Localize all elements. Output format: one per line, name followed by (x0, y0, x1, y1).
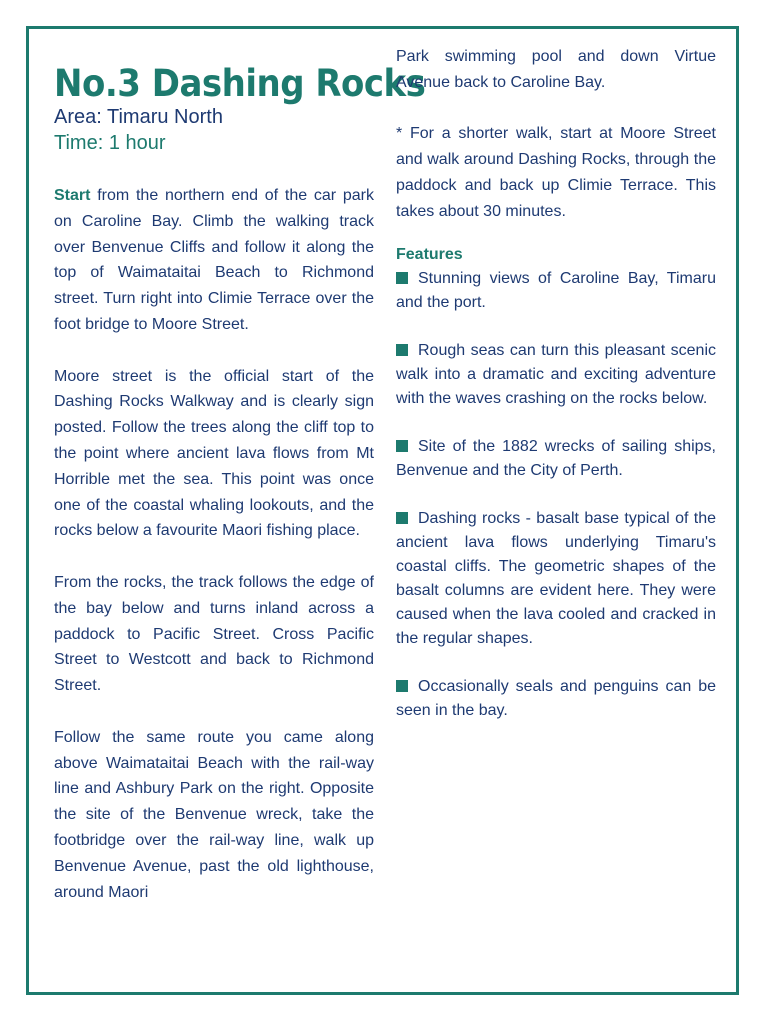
features-heading: Features (396, 245, 463, 263)
square-bullet-icon (396, 272, 408, 284)
left-column (54, 183, 374, 905)
area-label: Area: Timaru North (54, 106, 223, 128)
paragraph-moore-street: Moore street is the official start of the Dashing Rocks Walkway and is clearly sign posted. Follow the trees along the cliff top to the point where ancient lava flows from Mt Horrible met the sea. This point was once one of the coastal whaling lookouts, and the rocks below a favourite Maori fishing place. (54, 367, 374, 540)
start-text: from the northern end of the car park on Caroline Bay. Climb the walking track over Benvenue Cliffs and follow it along the top of Waimataitai Beach to Richmond street. Turn right into Climie Terrace over the foot bridge to Moore Street. (54, 187, 374, 333)
feature-text: Rough seas can turn this pleasant scenic walk into a dramatic and exciting adventure with the waves crashing on the rocks below. (396, 341, 716, 407)
feature-text: Dashing rocks - basalt base typical of the ancient lava flows underlying Timaru's coastal cliffs. The geometric shapes of the basalt columns are evident here. They were caused when the lava cooled and cracked in the regular shapes. (396, 509, 716, 647)
paragraph-return-continued: Park swimming pool and down Virtue Avenue back to Caroline Bay. (396, 48, 716, 91)
paragraph-shorter-walk: * For a shorter walk, start at Moore Street and walk around Dashing Rocks, through the paddock and back up Climie Terrace. This takes about 30 minutes. (396, 125, 716, 220)
time-label: Time: 1 hour (54, 132, 166, 154)
paragraph-start (54, 183, 374, 338)
feature-item (396, 507, 716, 651)
square-bullet-icon (396, 344, 408, 356)
feature-item (396, 435, 716, 483)
paragraph-rocks-track: From the rocks, the track follows the edge of the bay below and turns inland across a paddock to Pacific Street. Cross Pacific Street to Westcott and back to Richmond Street. (54, 573, 374, 695)
paragraph-return-route: Follow the same route you came along above Waimataitai Beach with the rail-way line and Ashbury Park on the right. Opposite the site of the Benvenue wreck, take the footbridge over the rail-way line, walk up Benvenue Avenue, past the old lighthouse, around Maori (54, 728, 374, 901)
page-title: No.3 Dashing Rocks (54, 62, 426, 106)
square-bullet-icon (396, 512, 408, 524)
square-bullet-icon (396, 440, 408, 452)
feature-item (396, 339, 716, 411)
start-lead: Start (54, 187, 91, 204)
feature-text: Occasionally seals and penguins can be seen in the bay. (396, 677, 716, 719)
feature-item (396, 267, 716, 315)
feature-item (396, 675, 716, 723)
feature-text: Stunning views of Caroline Bay, Timaru and the port. (396, 269, 716, 311)
square-bullet-icon (396, 680, 408, 692)
feature-text: Site of the 1882 wrecks of sailing ships, Benvenue and the City of Perth. (396, 437, 716, 479)
right-column (396, 44, 716, 723)
